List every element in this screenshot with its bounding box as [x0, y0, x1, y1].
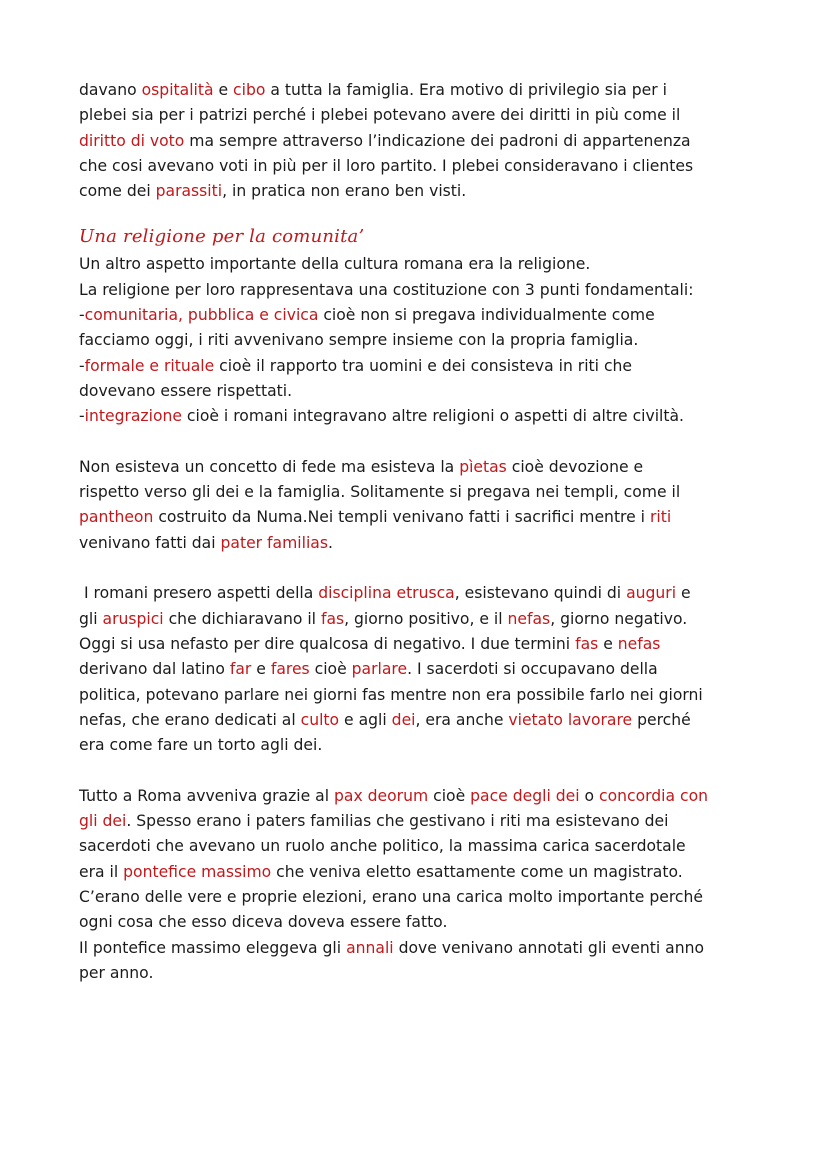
highlight-term: comunitaria, pubblica e civica [84, 306, 319, 325]
text-run: e [213, 81, 234, 99]
text-line [79, 708, 759, 733]
highlight-term: fares [270, 660, 310, 679]
text-run: perché [632, 710, 691, 729]
text-line [79, 936, 759, 961]
text-line [79, 354, 759, 379]
highlight-term: dei [391, 710, 416, 729]
section-heading: Una religione per la comunita’ [79, 226, 365, 248]
highlight-term: integrazione [84, 407, 182, 426]
highlight-term: nefas [507, 609, 551, 628]
highlight-term: disciplina etrusca [318, 584, 455, 603]
text-line [79, 531, 759, 556]
text-line [79, 632, 759, 657]
text-run: come dei [79, 182, 156, 201]
highlight-term: ospitalità [141, 81, 214, 99]
text-line: era come fare un torto agli dei. [79, 736, 323, 755]
text-run: I romani presero aspetti della [79, 584, 319, 603]
text-run: cioè i romani integravano altre religioni o aspetti di altre civiltà. [181, 407, 685, 426]
highlight-term: auguri [626, 584, 677, 603]
highlight-term: pater familias [220, 533, 328, 552]
highlight-term: pax deorum [334, 786, 429, 805]
text-run: nefas, che erano dedicati al [79, 710, 301, 729]
paragraph-pax-deorum [79, 784, 759, 986]
text-run: cioè [428, 786, 471, 805]
text-run: dove venivano annotati gli eventi anno [393, 938, 705, 957]
text-line [79, 607, 759, 632]
text-line [79, 809, 759, 834]
paragraph-gap [79, 758, 759, 783]
highlight-term: pontefice massimo [123, 862, 272, 881]
text-line [79, 78, 759, 103]
text-run: Non esisteva un concetto di fede ma esisteva la [79, 457, 460, 476]
highlight-term: annali [346, 938, 394, 957]
highlight-term: fas [320, 609, 345, 628]
text-line: politica, potevano parlare nei giorni fas mentre non era possibile farlo nei giorni [79, 685, 703, 704]
text-line: per anno. [79, 963, 154, 982]
highlight-term: diritto di voto [79, 131, 185, 150]
text-line: ogni cosa che esso diceva doveva essere fatto. [79, 913, 448, 932]
text-line: La religione per loro rappresentava una costituzione con 3 punti fondamentali: [79, 280, 694, 299]
highlight-term: nefas [617, 634, 661, 653]
document-page [79, 78, 759, 986]
text-run: venivano fatti dai [79, 533, 221, 552]
text-run: ma sempre attraverso l’indicazione dei padroni di appartenenza [184, 131, 691, 150]
text-line: dovevano essere rispettati. [79, 381, 293, 400]
text-run: Il pontefice massimo eleggeva gli [79, 938, 347, 957]
text-run: davano [79, 81, 142, 99]
text-run: o [579, 786, 600, 805]
text-run: , giorno positivo, e il [344, 609, 508, 628]
text-run: e [251, 660, 271, 679]
text-run: e [598, 634, 618, 653]
text-run: , giorno negativo. [550, 609, 688, 628]
text-run: costruito da Numa.Nei templi venivano fatti i sacrifici mentre i [153, 508, 650, 527]
paragraph-pietas [79, 455, 759, 556]
text-run: che veniva eletto esattamente come un magistrato. [271, 862, 683, 881]
text-line [79, 303, 759, 328]
highlight-term: vietato lavorare [508, 710, 633, 729]
highlight-term: far [229, 660, 252, 679]
text-run: che dichiaravano il [163, 609, 321, 628]
text-line: sacerdoti che avevano un ruolo anche politico, la massima carica sacerdotale [79, 837, 686, 856]
highlight-term: aruspici [102, 609, 164, 628]
text-line [79, 784, 759, 809]
text-run: cioè devozione e [506, 457, 644, 476]
text-line: C’erano delle vere e proprie elezioni, erano una carica molto importante perché [79, 887, 703, 906]
text-line: facciamo oggi, i riti avvenivano sempre insieme con la propria famiglia. [79, 331, 639, 350]
text-line [79, 455, 759, 480]
text-line [79, 404, 759, 429]
text-run: cioè il rapporto tra uomini e dei consisteva in riti che [214, 356, 633, 375]
paragraph-etrusca [79, 581, 759, 758]
text-run: , esistevano quindi di [454, 584, 627, 603]
highlight-term: formale e rituale [84, 356, 215, 375]
text-line [79, 657, 759, 682]
text-line [79, 581, 759, 606]
text-run: derivano dal latino [79, 660, 230, 679]
text-line [79, 179, 759, 204]
text-run: - [79, 407, 85, 426]
text-run: , era anche [415, 710, 509, 729]
text-line: Un altro aspetto importante della cultura romana era la religione. [79, 255, 591, 274]
text-run: . [327, 533, 333, 552]
highlight-term: pìetas [459, 457, 507, 476]
highlight-term: concordia con [599, 786, 709, 805]
text-run: Tutto a Roma avveniva grazie al [79, 786, 334, 805]
text-line: plebei sia per i patrizi perché i plebei potevano avere dei diritti in più come il [79, 106, 681, 125]
highlight-term: parassiti [155, 182, 223, 201]
highlight-term: gli dei [79, 812, 127, 831]
text-run: , in pratica non erano ben visti. [222, 182, 467, 201]
text-run: a tutta la famiglia. Era motivo di privilegio sia per i [265, 81, 667, 99]
text-run: e agli [339, 710, 392, 729]
paragraph-gap [79, 430, 759, 455]
text-run: era il [79, 862, 124, 881]
paragraph-clientes [79, 78, 759, 204]
text-line [79, 129, 759, 154]
text-run: e [676, 584, 691, 603]
highlight-term: fas [575, 634, 599, 653]
text-run: Oggi si usa nefasto per dire qualcosa di negativo. I due termini [79, 634, 576, 653]
highlight-term: parlare [351, 660, 408, 679]
text-line: rispetto verso gli dei e la famiglia. Solitamente si pregava nei templi, come il [79, 483, 681, 502]
text-run: gli [79, 609, 103, 628]
highlight-term: pantheon [79, 508, 154, 527]
highlight-term: pace degli dei [470, 786, 580, 805]
text-line [79, 860, 759, 885]
paragraph-religione [79, 252, 759, 429]
highlight-term: riti [649, 508, 672, 527]
text-line [79, 505, 759, 530]
highlight-term: culto [300, 710, 340, 729]
text-run: . I sacerdoti si occupavano della [407, 660, 658, 679]
text-run: cioè non si pregava individualmente come [318, 306, 655, 325]
text-run: - [79, 306, 85, 325]
paragraph-gap [79, 556, 759, 581]
highlight-term: cibo [233, 81, 266, 99]
text-run: - [79, 356, 85, 375]
text-run: cioè [309, 660, 352, 679]
text-run: . Spesso erano i paters familias che gestivano i riti ma esistevano dei [126, 812, 669, 831]
text-line: che cosi avevano voti in più per il loro partito. I plebei consideravano i clientes [79, 156, 694, 175]
